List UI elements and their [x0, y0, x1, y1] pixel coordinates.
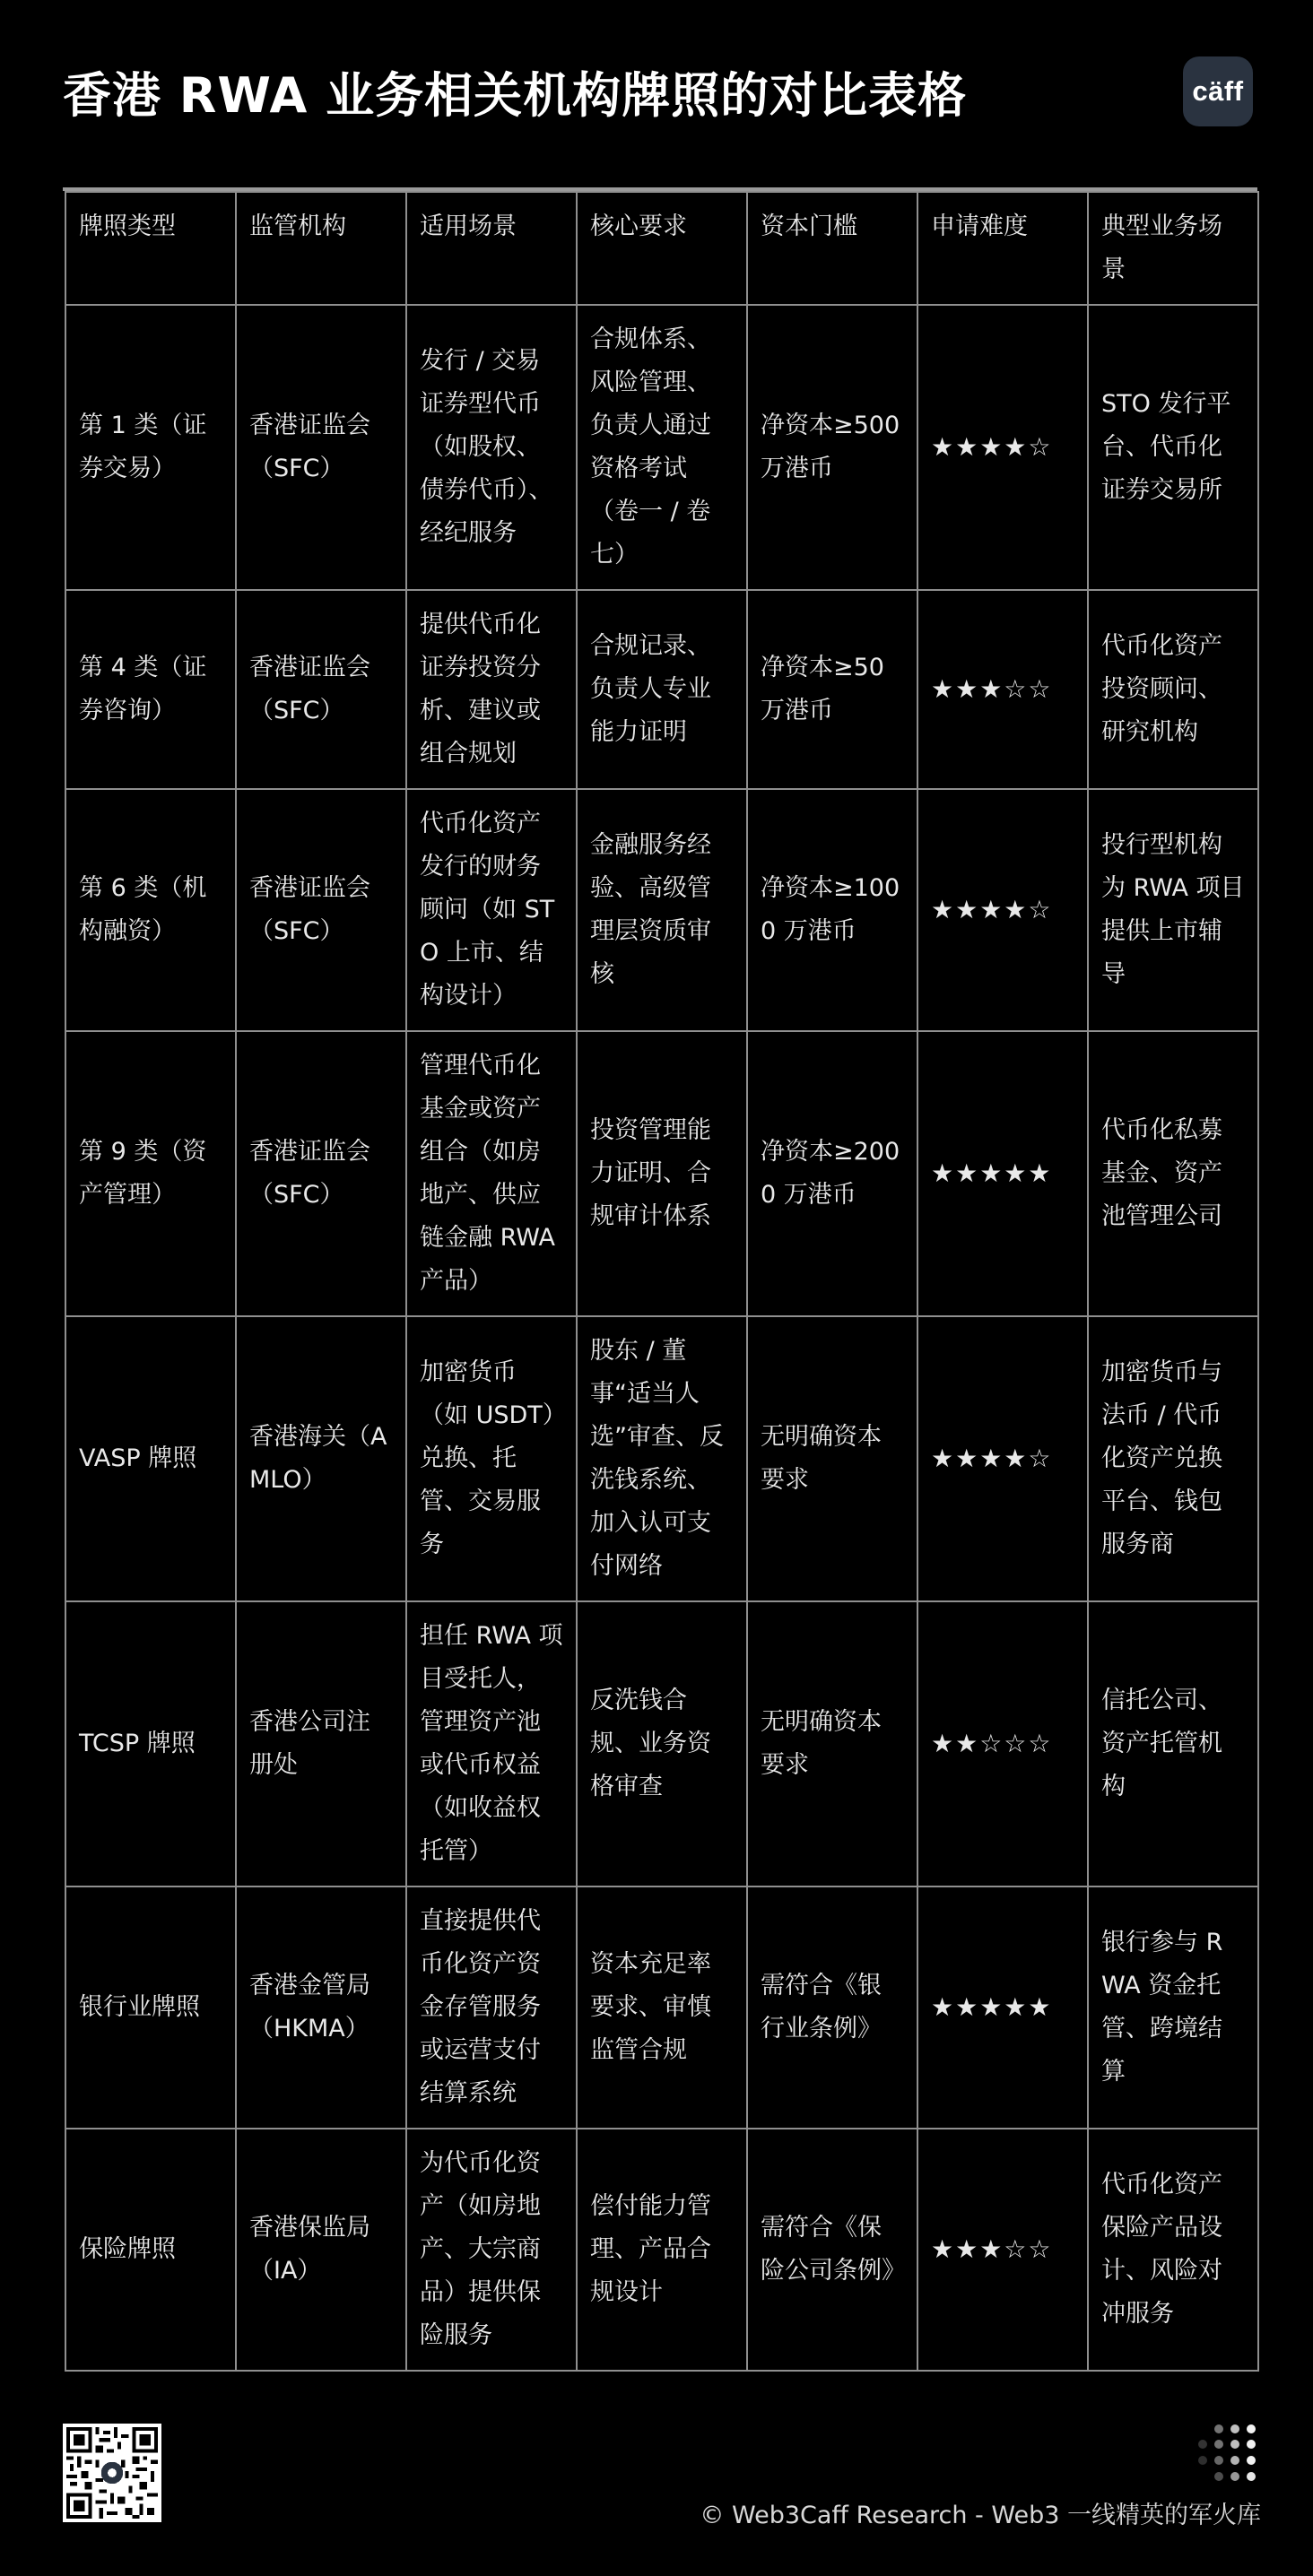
- header-requirements: 核心要求: [577, 192, 747, 305]
- cell-regulator: 香港证监会（SFC）: [236, 789, 406, 1031]
- cell-scenario: 担任 RWA 项目受托人，管理资产池或代币权益（如收益权托管）: [406, 1601, 577, 1886]
- header-scenario: 适用场景: [406, 192, 577, 305]
- cell-capital: 净资本≥2000 万港币: [747, 1031, 917, 1316]
- cell-license: VASP 牌照: [65, 1316, 236, 1601]
- cell-regulator: 香港证监会（SFC）: [236, 590, 406, 789]
- header-business: 典型业务场景: [1088, 192, 1258, 305]
- cell-regulator: 香港公司注册处: [236, 1601, 406, 1886]
- cell-capital: 需符合《保险公司条例》: [747, 2129, 917, 2371]
- table-row: [65, 1031, 1258, 1316]
- license-comparison-table: [65, 191, 1259, 2372]
- footer-credit: © Web3Caff Research - Web3 一线精英的军火库: [700, 2502, 1261, 2529]
- cell-scenario: 提供代币化证券投资分析、建议或组合规划: [406, 590, 577, 789]
- cell-requirements: 股东 / 董事“适当人选”审查、反洗钱系统、加入认可支付网络: [577, 1316, 747, 1601]
- cell-requirements: 投资管理能力证明、合规审计体系: [577, 1031, 747, 1316]
- cell-difficulty-stars: ★★☆☆☆: [917, 1601, 1088, 1886]
- cell-license: 银行业牌照: [65, 1886, 236, 2129]
- cell-business: 代币化资产保险产品设计、风险对冲服务: [1088, 2129, 1258, 2371]
- cell-capital: 净资本≥1000 万港币: [747, 789, 917, 1031]
- cell-capital: 无明确资本要求: [747, 1316, 917, 1601]
- cell-requirements: 合规记录、负责人专业能力证明: [577, 590, 747, 789]
- cell-difficulty-stars: ★★★☆☆: [917, 590, 1088, 789]
- dot-grid-icon: [1196, 2424, 1258, 2482]
- cell-business: 银行参与 RWA 资金托管、跨境结算: [1088, 1886, 1258, 2129]
- cell-requirements: 资本充足率要求、审慎监管合规: [577, 1886, 747, 2129]
- cell-capital: 需符合《银行业条例》: [747, 1886, 917, 2129]
- cell-requirements: 偿付能力管理、产品合规设计: [577, 2129, 747, 2371]
- cell-capital: 净资本≥50 万港币: [747, 590, 917, 789]
- cell-difficulty-stars: ★★★★☆: [917, 305, 1088, 590]
- cell-scenario: 为代币化资产（如房地产、大宗商品）提供保险服务: [406, 2129, 577, 2371]
- table-row: [65, 1601, 1258, 1886]
- cell-difficulty-stars: ★★★★☆: [917, 1316, 1088, 1601]
- cell-regulator: 香港保监局（IA）: [236, 2129, 406, 2371]
- cell-scenario: 直接提供代币化资产资金存管服务或运营支付结算系统: [406, 1886, 577, 2129]
- cell-scenario: 代币化资产发行的财务顾问（如 STO 上市、结构设计）: [406, 789, 577, 1031]
- cell-scenario: 加密货币（如 USDT）兑换、托管、交易服务: [406, 1316, 577, 1601]
- cell-requirements: 反洗钱合规、业务资格审查: [577, 1601, 747, 1886]
- cell-capital: 无明确资本要求: [747, 1601, 917, 1886]
- header-difficulty: 申请难度: [917, 192, 1088, 305]
- cell-license: 第 4 类（证券咨询）: [65, 590, 236, 789]
- cell-business: STO 发行平台、代币化证券交易所: [1088, 305, 1258, 590]
- table-row: [65, 2129, 1258, 2371]
- qr-code-icon[interactable]: [63, 2424, 161, 2522]
- cell-business: 代币化私募基金、资产池管理公司: [1088, 1031, 1258, 1316]
- cell-license: 保险牌照: [65, 2129, 236, 2371]
- cell-regulator: 香港证监会（SFC）: [236, 305, 406, 590]
- cell-regulator: 香港金管局（HKMA）: [236, 1886, 406, 2129]
- cell-regulator: 香港海关（AMLO）: [236, 1316, 406, 1601]
- cell-capital: 净资本≥500 万港币: [747, 305, 917, 590]
- cell-license: 第 9 类（资产管理）: [65, 1031, 236, 1316]
- caff-logo: cäff: [1183, 56, 1253, 126]
- table-row: [65, 789, 1258, 1031]
- cell-license: TCSP 牌照: [65, 1601, 236, 1886]
- table-row: [65, 1316, 1258, 1601]
- table-row: [65, 305, 1258, 590]
- table-header-row: [65, 192, 1258, 305]
- cell-license: 第 1 类（证券交易）: [65, 305, 236, 590]
- cell-business: 代币化资产投资顾问、研究机构: [1088, 590, 1258, 789]
- cell-business: 信托公司、资产托管机构: [1088, 1601, 1258, 1886]
- cell-license: 第 6 类（机构融资）: [65, 789, 236, 1031]
- cell-scenario: 管理代币化基金或资产组合（如房地产、供应链金融 RWA 产品）: [406, 1031, 577, 1316]
- cell-difficulty-stars: ★★★★☆: [917, 789, 1088, 1031]
- cell-requirements: 合规体系、风险管理、负责人通过资格考试（卷一 / 卷七）: [577, 305, 747, 590]
- header-license-type: 牌照类型: [65, 192, 236, 305]
- cell-scenario: 发行 / 交易证券型代币（如股权、债券代币）、经纪服务: [406, 305, 577, 590]
- cell-business: 投行型机构为 RWA 项目提供上市辅导: [1088, 789, 1258, 1031]
- page-title: 香港 RWA 业务相关机构牌照的对比表格: [63, 67, 968, 124]
- cell-difficulty-stars: ★★★★★: [917, 1031, 1088, 1316]
- cell-regulator: 香港证监会（SFC）: [236, 1031, 406, 1316]
- cell-requirements: 金融服务经验、高级管理层资质审核: [577, 789, 747, 1031]
- table-row: [65, 590, 1258, 789]
- header-capital: 资本门槛: [747, 192, 917, 305]
- cell-difficulty-stars: ★★★★★: [917, 1886, 1088, 2129]
- cell-business: 加密货币与法币 / 代币化资产兑换平台、钱包服务商: [1088, 1316, 1258, 1601]
- table-row: [65, 1886, 1258, 2129]
- cell-difficulty-stars: ★★★☆☆: [917, 2129, 1088, 2371]
- header-regulator: 监管机构: [236, 192, 406, 305]
